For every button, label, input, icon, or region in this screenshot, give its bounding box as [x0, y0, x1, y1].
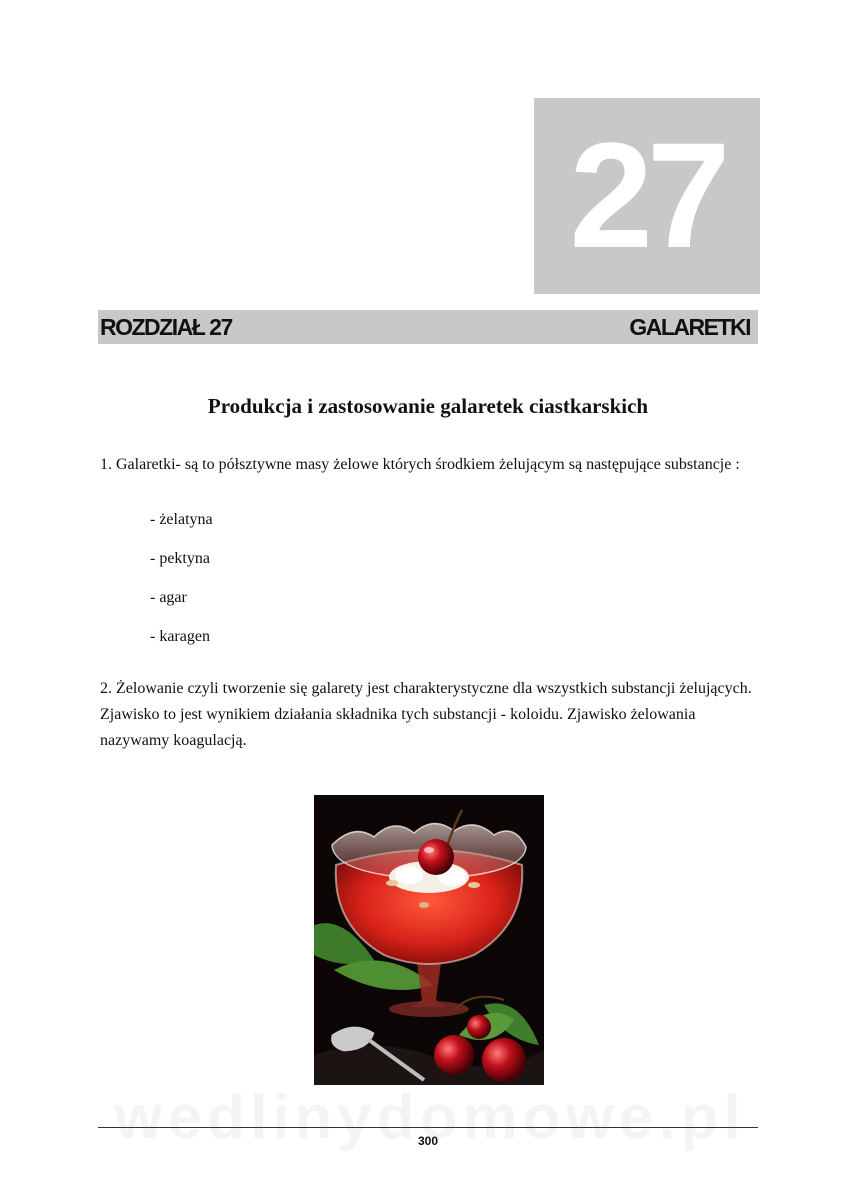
- substance-item-pectin: - pektyna: [150, 550, 210, 567]
- page-number: 300: [417, 1134, 439, 1148]
- paragraph-2: 2. Żelowanie czyli tworzenie się galarety jest charakterystyczne dla wszystkich substancji żelujących. Zjawisko to jest wynikiem działania składnika tych substancji - koloidu. Zjawisko żelowania nazywamy koagulacją.: [100, 680, 752, 749]
- chapter-number: 27: [569, 111, 725, 279]
- substance-item-carrageenan: - karagen: [150, 628, 210, 645]
- chapter-name: GALARETKI: [629, 314, 750, 340]
- footer-divider: [98, 1127, 758, 1128]
- chapter-number-box: [534, 98, 760, 294]
- paragraph-1: 1. Galaretki- są to półsztywne masy żelowe których środkiem żelującym są następujące substancje :: [100, 456, 740, 473]
- substance-item-gelatin: - żelatyna: [150, 511, 213, 528]
- chapter-label: ROZDZIAŁ 27: [100, 314, 232, 340]
- section-title: Produkcja i zastosowanie galaretek ciastkarskich: [207, 394, 649, 418]
- chapter-header-bar: [98, 310, 758, 344]
- jelly-dessert-photo: [314, 795, 544, 1085]
- substance-item-agar: - agar: [150, 589, 187, 606]
